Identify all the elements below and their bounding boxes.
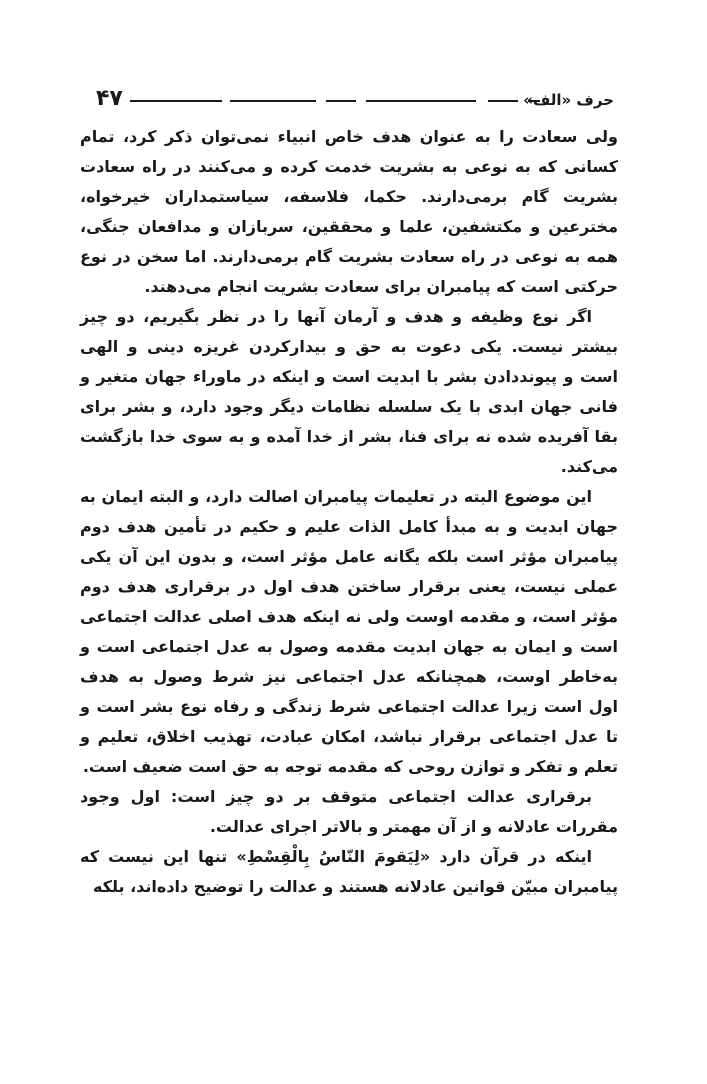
page-header — [96, 84, 614, 116]
body-text — [80, 122, 618, 902]
paragraph: این موضوع البته در تعلیمات پیامبران اصالت دارد، و البته ایمان به جهان ابدیت و به مبدأ کامل الذات علیم و حکیم در تأمین هدف دوم پیامبران مؤثر است بلکه یگانه عامل مؤثر است، و بدون این آن یکی عملی نیست، یعنی برقرار ساختن هدف اول در برقراری هدف دوم مؤثر است، و مقدمه اوست ولی نه اینکه هدف اصلی عدالت اجتماعی است و ایمان به جهان ابدیت مقدمه وصول به عدل اجتماعی است و به‌خاطر اوست، همچنانکه عدل اجتماعی نیز شرط وصول به هدف اول است زیرا عدالت اجتماعی شرط زندگی و رفاه نوع بشر است و تا عدل اجتماعی برقرار نباشد، امکان عبادت، تهذیب اخلاق، تعلیم و تعلم و تفکر و توازن روحی که مقدمه توجه به حق است ضعیف است. — [80, 487, 618, 776]
running-head: حرف «الف» — [523, 91, 614, 109]
paragraph: ولی سعادت را به عنوان هدف خاص انبیاء نمی‌توان ذکر کرد، تمام کسانی که به نوعی به بشریت خدمت کرده و می‌کنند در راه سعادت بشریت گام برمی‌دارند. حکما، فلاسفه، سیاستمداران خیرخواه، مخترعین و مکتشفین، علما و محققین، سربازان و مدافعان جنگی، همه به نوعی در راه سعادت بشریت گام برمی‌دارند. اما سخن در نوع حرکتی است که پیامبران برای سعادت بشریت انجام می‌دهند. — [80, 127, 618, 296]
header-rule-segment — [130, 100, 222, 102]
page-number: ۴۷ — [96, 86, 123, 111]
paragraph: اگر نوع وظیفه و هدف و آرمان آنها را در نظر بگیریم، دو چیز بیشتر نیست. یکی دعوت به حق و بیدارکردن غریزه دینی و الهی است و پیونددادن بشر با ابدیت است و اینکه در ماوراء جهان متغیر و فانی جهان ابدی با یک سلسله نظامات دیگر وجود دارد، و بشر برای بقا آفریده شده نه برای فنا، بشر از خدا آمده و به سوی خدا بازگشت می‌کند. — [80, 307, 618, 476]
header-rule-segment — [326, 100, 356, 102]
header-rule-segment — [366, 100, 476, 102]
paragraph: برقراری عدالت اجتماعی متوقف بر دو چیز است: اول وجود مقررات عادلانه و از آن مهمتر و بالاتر اجرای عدالت. — [80, 787, 618, 836]
header-rule-segment — [488, 100, 518, 102]
header-rule-segment — [230, 100, 316, 102]
paragraph: اینکه در قرآن دارد «لِيَقومَ النّاسُ بِالْقِسْطِ» تنها این نیست که پیامبران مبیّن قوانین عادلانه هستند و عدالت را توضیح داده‌اند، بلکه — [80, 847, 618, 896]
